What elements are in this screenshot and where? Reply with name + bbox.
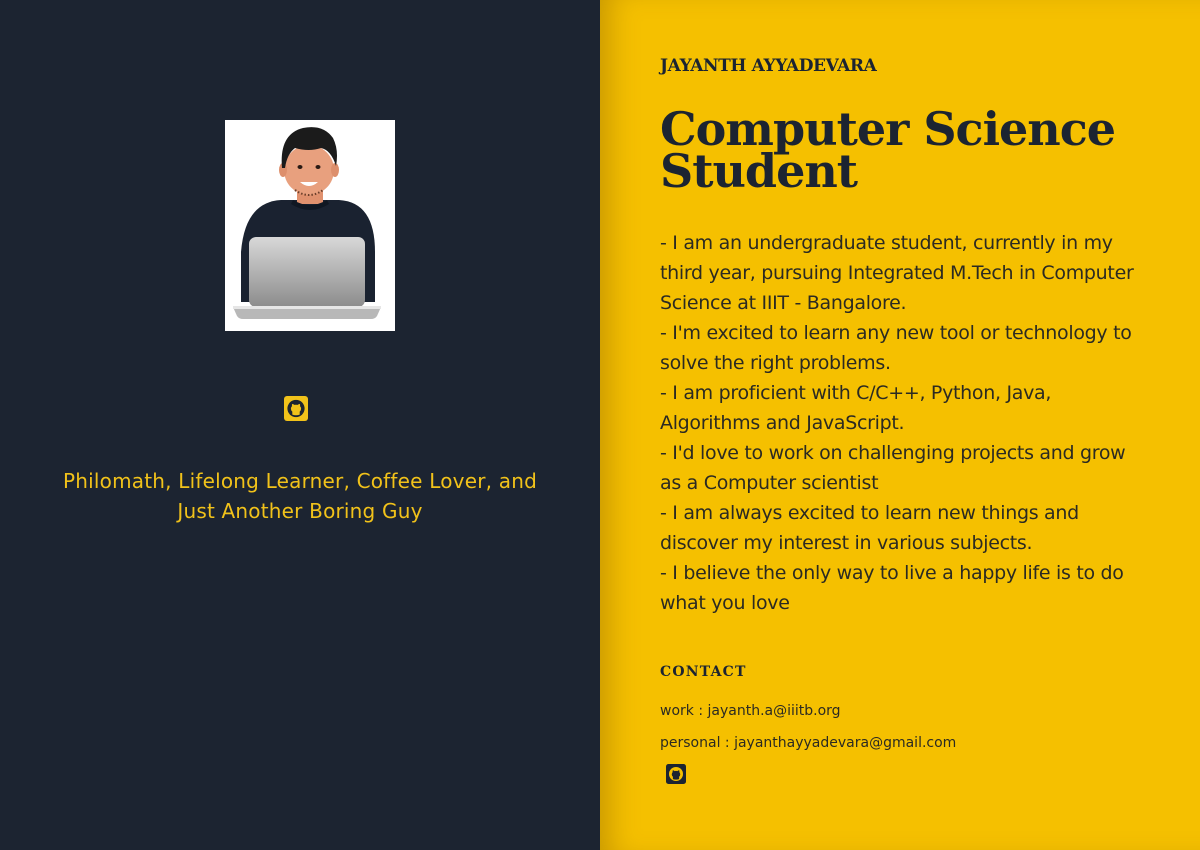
- about-line: - I believe the only way to live a happy life is to do what you love: [660, 562, 1124, 614]
- github-icon[interactable]: [666, 764, 686, 784]
- github-icon[interactable]: [284, 396, 308, 421]
- tagline: Philomath, Lifelong Learner, Coffee Lover, and Just Another Boring Guy: [63, 469, 537, 523]
- person-with-laptop-illustration: [225, 120, 395, 331]
- work-email: work : jayanth.a@iiitb.org: [660, 703, 841, 719]
- about-line: - I'd love to work on challenging projects and grow as a Computer scientist: [660, 442, 1126, 494]
- about-section: [660, 228, 1150, 618]
- owner-name: JAYANTH AYYADEVARA: [660, 56, 877, 76]
- avatar: [225, 120, 395, 331]
- about-line: - I am proficient with C/C++, Python, Java, Algorithms and JavaScript.: [660, 382, 1052, 434]
- personal-email: personal : jayanthayyadevara@gmail.com: [660, 735, 957, 751]
- page-title: Computer Science Student: [660, 102, 1116, 198]
- about-line: - I am always excited to learn new things and discover my interest in various subjects.: [660, 502, 1079, 554]
- about-line: - I'm excited to learn any new tool or technology to solve the right problems.: [660, 322, 1132, 374]
- about-line: - I am an undergraduate student, currently in my third year, pursuing Integrated M.Tech in Computer Science at IIIT - Bangalore.: [660, 232, 1134, 314]
- contact-heading: CONTACT: [660, 664, 747, 680]
